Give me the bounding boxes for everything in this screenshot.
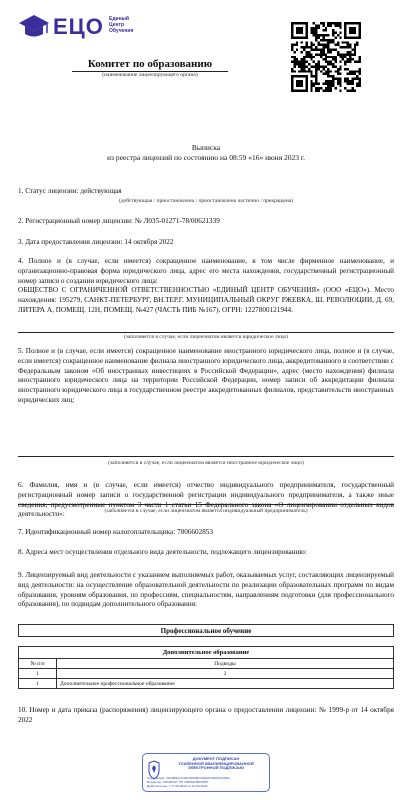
- table-title: Профессиональное обучение: [19, 625, 394, 637]
- column-header-no: № п/п: [19, 659, 57, 669]
- eco-logo: [17, 11, 137, 43]
- table-header-row: [19, 659, 394, 669]
- logo-text: ЕЦО: [53, 14, 104, 39]
- table-cell: 2: [57, 669, 394, 679]
- logo-subtitle: Единый Центр Обучения: [109, 16, 134, 34]
- legal-entity-value: ОБЩЕСТВО С ОГРАНИЧЕННОЙ ОТВЕТСТВЕННОСТЬЮ «ЕДИНЫЙ ЦЕНТР ОБУЧЕНИЯ» (ООО «ЕЦО»). Место нахождения: 195279, САНКТ-ПЕТЕРБУРГ, ВН.ТЕР.Г. МУНИЦИПАЛЬНЫЙ ОКРУГ РЖЕВКА, Ш. РЕВОЛЮЦИИ, Д. 69, ЛИТЕРА А, ПОМЕЩ. 12Н, ПОМЕЩ. №427 (ЧАСТЬ ПИБ №167). ОГРН: 1227800121944.: [18, 286, 394, 314]
- table-cell: Дополнительное профессиональное образование: [57, 679, 394, 689]
- item-licensed-activity: 9. Лицензируемый вид деятельности с указанием выполняемых работ, оказываемых услуг, составляющих лицензируемый вид деятельности: на осуществление образовательной деятельности по реализации образовательных программ по видам образования, уровням образования, по профессиям, специальностям, направлениям подготовки (для профессионального образования), по подвидам дополнительного образования:: [18, 571, 394, 609]
- extract-subtitle: из реестра лицензий по состоянию на 08:59 «16» июня 2023 г.: [106, 153, 306, 162]
- divider: [18, 332, 394, 333]
- extract-title: Выписка: [191, 143, 221, 152]
- stamp-heading: ДОКУМЕНТ ПОДПИСАН УСИЛЕННОЙ КВАЛИФИЦИРОВАННОЙ ЭЛЕКТРОННОЙ ПОДПИСЬЮ: [178, 756, 254, 771]
- entrepreneur-caption: (заполняется в случае, если лицензиатом является индивидуальный предприниматель): [104, 508, 308, 514]
- table-title: Дополнительное образование: [19, 647, 394, 659]
- item-inn: 7. Идентификационный номер налогоплательщика: 7806602853: [18, 528, 213, 536]
- item-license-date: 3. Дата предоставления лицензии: 14 октября 2022: [18, 238, 174, 246]
- column-header-subtype: Подвиды: [57, 659, 394, 669]
- table-cell: 1: [19, 669, 57, 679]
- item-registration-number: 2. Регистрационный номер лицензии: № Л035-01271-78/00621339: [18, 217, 220, 225]
- table-cell: 1: [19, 679, 57, 689]
- item-license-status: 1. Статус лицензии: действующая: [18, 187, 122, 195]
- divider: [18, 456, 394, 457]
- divider: [18, 504, 394, 505]
- licensing-organ-name: Комитет по образованию: [87, 58, 213, 70]
- item-activity-addresses: 8. Адреса мест осуществления отдельного вида деятельности, подлежащего лицензированию:: [18, 548, 307, 556]
- licensing-organ-caption: (наименование лицензирующего органа): [102, 72, 198, 78]
- additional-education-table: [18, 646, 394, 689]
- stamp-certificate-info: Сертификат: 00F2B8A1C3D47E59B2A61E0C4D8F3A7B62 Владелец: КОМИТЕТ ПО ОБРАЗОВАНИЮ Действителен: с 17.06.2022 по 10.09.2023: [147, 776, 230, 788]
- item-order-number: 10. Номер и дата приказа (распоряжения) лицензирующего органа о предоставлении лицензии: № 1999-р от 14 октября 2022: [18, 706, 394, 724]
- item-foreign-entity: 5. Полное и (в случае, если имеется) сокращенное наименование иностранного юридического лица, полное и (в случае, если имеется) сокращенное наименование филиала иностранного юридического лица, аккредитованного в соответствии с Федеральным законом «Об иностранных инвестициях в Российской Федерации», адрес (место нахождения) филиала иностранного юридического лица на территории Российской Федерации, номер записи об аккредитации филиала иностранного юридического лица в государственном реестре аккредитованных филиалов, представительств иностранных юридических лиц:: [18, 347, 394, 404]
- electronic-signature-stamp: [142, 753, 270, 792]
- table-row: [19, 679, 394, 689]
- legal-entity-label: 4. Полное и (в случае, если имеется) сокращенное наименование, в том числе фирменное наименование, и организационно-правовая форма юридического лица, адрес его места нахождения, государственный регистрационный номер записи о создании юридического лица:: [18, 257, 394, 285]
- professional-training-table: [18, 624, 394, 637]
- item-entrepreneur: 6. Фамилия, имя и (в случае, если имеется) отчество индивидуального предпринимателя, государственный регистрационный номер записи о государственной регистрации индивидуального предпринимателя, а также иные сведения, предусмотренные пунктом 3 части 1 статьи 15 Федерального закона «О лицензировании отдельных видов деятельности»:: [18, 481, 394, 519]
- legal-entity-caption: (заполняется в случае, если лицензиатом является юридическое лицо): [123, 334, 289, 340]
- status-caption: (действующая / приостановлена / приостановлена частично / прекращена): [118, 198, 294, 204]
- qr-code: [291, 22, 361, 92]
- graduation-cap-icon: [17, 11, 51, 43]
- table-index-row: [19, 669, 394, 679]
- foreign-entity-caption: (заполняется в случае, если лицензиатом является иностранное юридическое лицо): [108, 460, 304, 466]
- item-legal-entity: [18, 257, 394, 316]
